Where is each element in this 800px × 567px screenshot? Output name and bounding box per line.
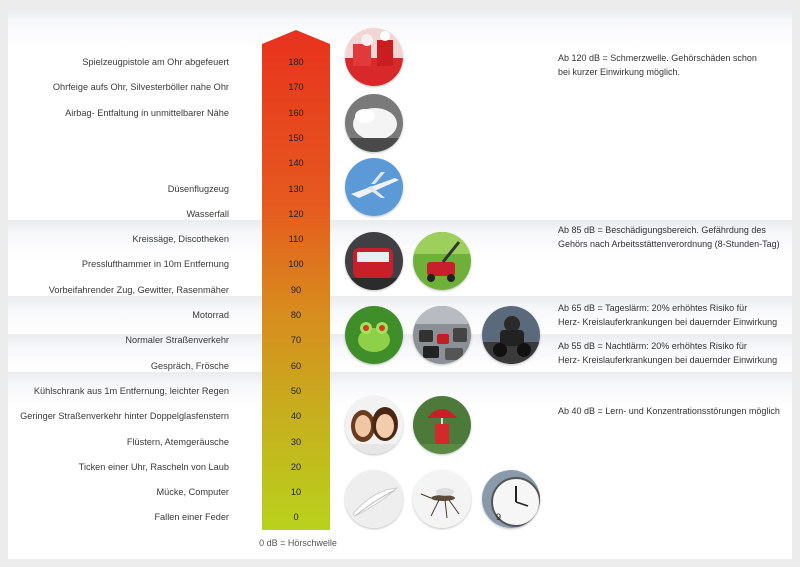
level-130-value: 130 [288, 183, 304, 194]
note-120db-line1: Ab 120 dB = Schmerzwelle. Gehörschäden schon [558, 53, 757, 63]
level-0-label: Fallen einer Feder [154, 512, 229, 523]
level-40-value: 40 [290, 411, 302, 422]
level-70-label: Normaler Straßenverkehr [125, 335, 229, 346]
level-100-label: Presslufthammer in 10m Entfernung [81, 259, 229, 270]
note-40db-line1: Ab 40 dB = Lern- und Konzentrationsstörungen möglich [558, 406, 780, 416]
level-120-value: 120 [288, 208, 304, 219]
svg-text:9: 9 [496, 512, 502, 522]
dove-airbag-photo [345, 94, 403, 152]
note-120db [558, 52, 790, 79]
note-65db-line2: Herz- Kreislauferkrankungen bei dauernder Einwirkung [558, 316, 778, 327]
party-photo [345, 28, 403, 86]
frog-photo [345, 306, 403, 364]
whispering-women-photo [345, 396, 403, 454]
level-110-value: 110 [288, 234, 304, 245]
level-20-value: 20 [290, 461, 302, 472]
note-55db-line2: Herz- Kreislauferkrankungen bei dauernder Einwirkung [558, 354, 778, 365]
feather-photo [345, 470, 403, 528]
note-85db [558, 224, 790, 251]
level-120-label: Wasserfall [186, 208, 229, 219]
level-110-label: Kreissäge, Discotheken [132, 234, 229, 245]
level-90-label: Vorbeifahrender Zug, Gewitter, Rasenmäher [48, 284, 229, 295]
level-0-value: 0 [293, 512, 299, 523]
note-65db-line1: Ab 65 dB = Tageslärm: 20% erhöhtes Risiko für [558, 303, 748, 313]
level-170-value: 170 [288, 82, 304, 93]
level-50-label: Kühlschrank aus 1m Entfernung, leichter Regen [33, 385, 229, 396]
level-50-value: 50 [290, 385, 302, 396]
train-photo [345, 232, 403, 290]
level-80-label: Motorrad [192, 310, 229, 320]
level-130-label: Düsenflugzeug [167, 183, 229, 194]
band-top [8, 8, 792, 48]
note-55db-line1: Ab 55 dB = Nachtlärm: 20% erhöhtes Risiko für [558, 341, 747, 351]
airplane-photo [345, 158, 403, 216]
note-120db-line2: bei kurzer Einwirkung möglich. [558, 66, 681, 77]
level-150-value: 150 [288, 132, 304, 143]
mosquito-photo [413, 470, 471, 528]
level-180-label: Spielzeugpistole am Ohr abgefeuert [82, 57, 229, 67]
level-60-label: Gespräch, Frösche [150, 360, 229, 371]
clock-photo [482, 470, 540, 528]
note-65db [558, 302, 790, 329]
level-80-value: 80 [290, 310, 302, 320]
note-85db-line2: Gehörs nach Arbeitsstättenverordnung (8-Stunden-Tag) [558, 238, 780, 249]
hearing-threshold-caption: 0 dB = Hörschwelle [259, 538, 337, 548]
level-170-label: Ohrfeige aufs Ohr, Silvesterböller nahe Ohr [52, 82, 229, 93]
level-160-label: Airbag- Entfaltung in unmittelbarer Nähe [65, 107, 229, 118]
level-40-label: Geringer Straßenverkehr hinter Doppelglasfenstern [20, 411, 229, 422]
level-180-value: 180 [288, 57, 304, 67]
level-90-value: 90 [290, 284, 302, 295]
level-60-value: 60 [290, 360, 302, 371]
level-10-label: Mücke, Computer [156, 487, 229, 498]
level-30-label: Flüstern, Atemgeräusche [126, 436, 229, 447]
traffic-photo [413, 306, 471, 364]
decibel-scale-bar [262, 30, 330, 530]
note-55db [558, 340, 790, 367]
lawnmower-photo [413, 232, 471, 290]
note-40db [558, 405, 790, 419]
rain-umbrella-photo [413, 396, 471, 454]
level-30-value: 30 [290, 436, 302, 447]
note-85db-line1: Ab 85 dB = Beschädigungsbereich. Gefährdung des [558, 225, 766, 235]
level-140-value: 140 [288, 158, 304, 169]
level-100-value: 100 [288, 259, 304, 270]
level-10-value: 10 [290, 487, 302, 498]
motorcycle-photo [482, 306, 540, 364]
level-70-value: 70 [290, 335, 302, 346]
level-20-label: Ticken einer Uhr, Rascheln von Laub [78, 461, 229, 472]
infographic-panel [8, 8, 792, 559]
level-160-value: 160 [288, 107, 304, 118]
